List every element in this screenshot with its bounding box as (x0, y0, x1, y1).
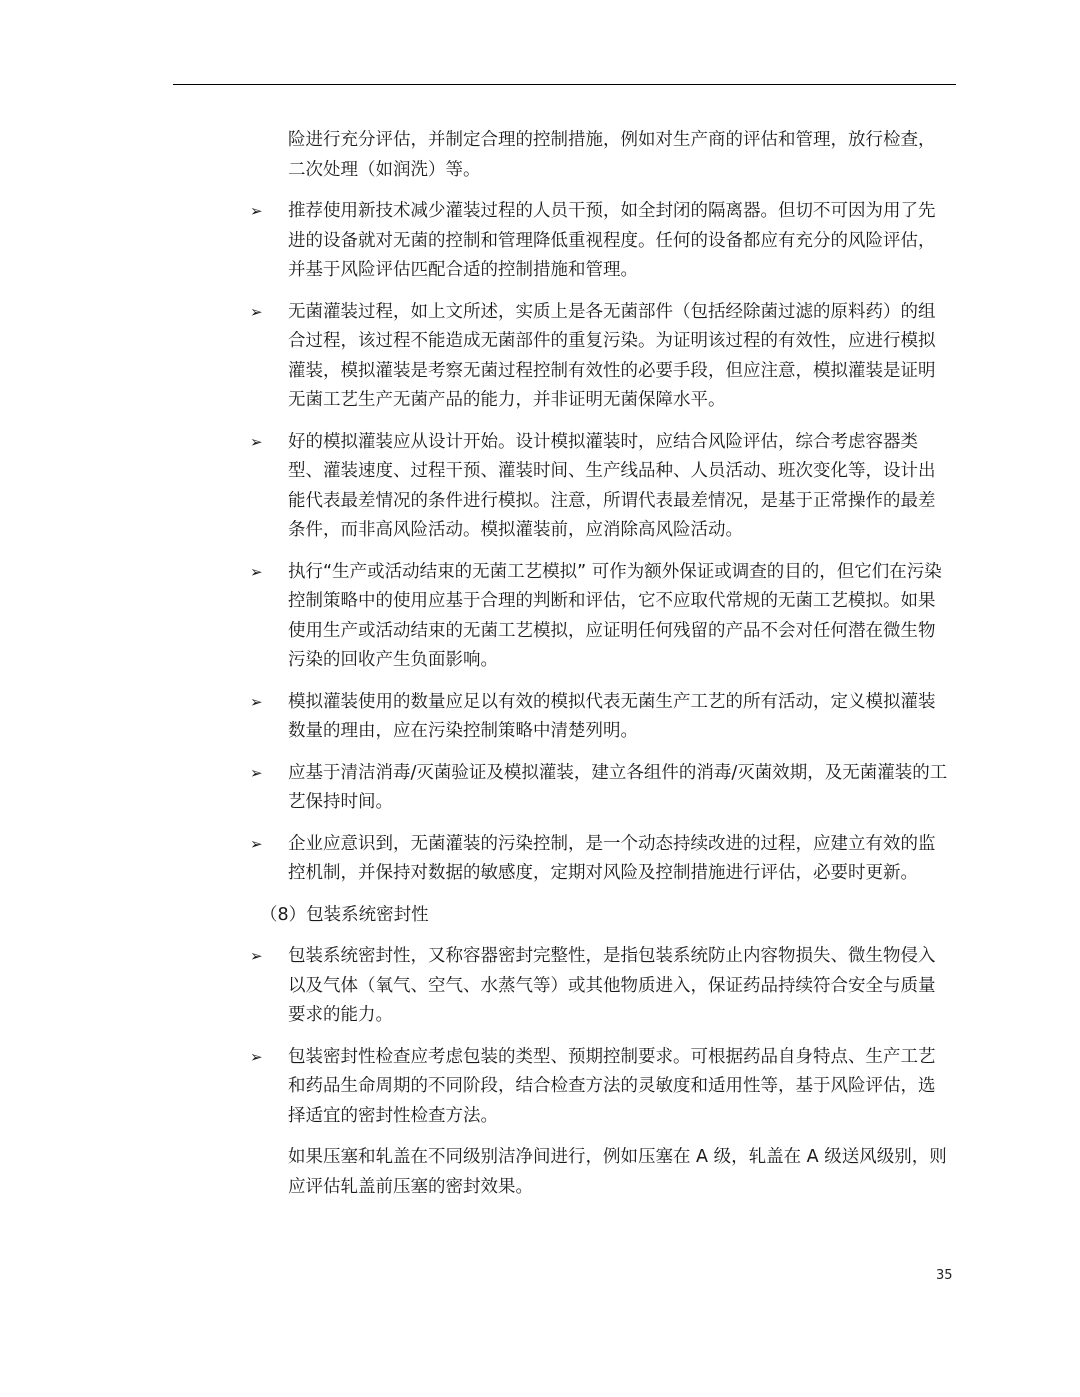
bullet-item (250, 830, 950, 889)
bullet-text: 应基于清洁消毒/灭菌验证及模拟灌装，建立各组件的消毒/灭菌效期，及无菌灌装的工艺保持时间。 (288, 762, 948, 812)
arrow-bullet-icon: ➢ (250, 834, 263, 853)
header-rule (173, 84, 956, 85)
section-heading: （8）包装系统密封性 (260, 904, 429, 925)
bullet-item (250, 759, 950, 818)
bullet-text: 无菌灌装过程，如上文所述，实质上是各无菌部件（包括经除菌过滤的原料药）的组合过程，该过程不能造成无菌部件的重复污染。为证明该过程的有效性，应进行模拟灌装，模拟灌装是考察无菌过程控制有效性的必要手段，但应注意，模拟灌装是证明无菌工艺生产无菌产品的能力，并非证明无菌保障水平。 (288, 301, 936, 410)
bullet-text: 包装密封性检查应考虑包装的类型、预期控制要求。可根据药品自身特点、生产工艺和药品生命周期的不同阶段，结合检查方法的灵敏度和适用性等，基于风险评估，选择适宜的密封性检查方法。 (288, 1046, 936, 1126)
bullet-item (250, 1043, 950, 1132)
arrow-bullet-icon: ➢ (250, 692, 263, 711)
page-number: 35 (936, 1268, 953, 1283)
arrow-bullet-icon: ➢ (250, 432, 263, 451)
page-body (250, 126, 950, 1202)
arrow-bullet-icon: ➢ (250, 562, 263, 581)
arrow-bullet-icon: ➢ (250, 947, 263, 965)
bullet-text: 企业应意识到，无菌灌装的污染控制，是一个动态持续改进的过程，应建立有效的监控机制，并保持对数据的敏感度，定期对风险及控制措施进行评估，必要时更新。 (288, 833, 936, 883)
bullet-item (250, 558, 950, 676)
bullet-text: 推荐使用新技术减少灌装过程的人员干预，如全封闭的隔离器。但切不可因为用了先进的设备就对无菌的控制和管理降低重视程度。任何的设备都应有充分的风险评估，并基于风险评估匹配合适的控制措施和管理。 (288, 201, 936, 280)
arrow-bullet-icon: ➢ (250, 1047, 263, 1066)
bullet-item (250, 428, 950, 546)
bullet-item (250, 298, 950, 416)
bullet-text: 包装系统密封性，又称容器密封完整性，是指包装系统防止内容物损失、微生物侵入以及气体（氧气、空气、水蒸气等）或其他物质进入，保证药品持续符合安全与质量要求的能力。 (288, 946, 936, 1025)
arrow-bullet-icon: ➢ (250, 302, 263, 321)
arrow-bullet-icon: ➢ (250, 763, 263, 782)
continuation-paragraph: 险进行充分评估，并制定合理的控制措施，例如对生产商的评估和管理，放行检查，二次处理（如润洗）等。 (288, 130, 936, 180)
bullet-item (250, 942, 950, 1031)
bullet-text: 模拟灌装使用的数量应足以有效的模拟代表无菌生产工艺的所有活动，定义模拟灌装数量的理由，应在污染控制策略中清楚列明。 (288, 691, 936, 741)
bullet-item (250, 197, 950, 286)
bullet-text: 好的模拟灌装应从设计开始。设计模拟灌装时，应结合风险评估，综合考虑容器类型、灌装速度、过程干预、灌装时间、生产线品种、人员活动、班次变化等，设计出能代表最差情况的条件进行模拟。注意，所谓代表最差情况，是基于正常操作的最差条件，而非高风险活动。模拟灌装前，应消除高风险活动。 (288, 431, 936, 540)
arrow-bullet-icon: ➢ (250, 202, 263, 220)
bullet-text: 执行“生产或活动结束的无菌工艺模拟” 可作为额外保证或调查的目的，但它们在污染控制策略中的使用应基于合理的判断和评估，它不应取代常规的无菌工艺模拟。如果使用生产或活动结束的无菌工艺模拟，应证明任何残留的产品不会对任何潜在微生物污染的回收产生负面影响。 (288, 561, 942, 670)
closing-paragraph: 如果压塞和轧盖在不同级别洁净间进行，例如压塞在 A 级，轧盖在 A 级送风级别，则应评估轧盖前压塞的密封效果。 (288, 1147, 947, 1197)
bullet-item (250, 688, 950, 747)
